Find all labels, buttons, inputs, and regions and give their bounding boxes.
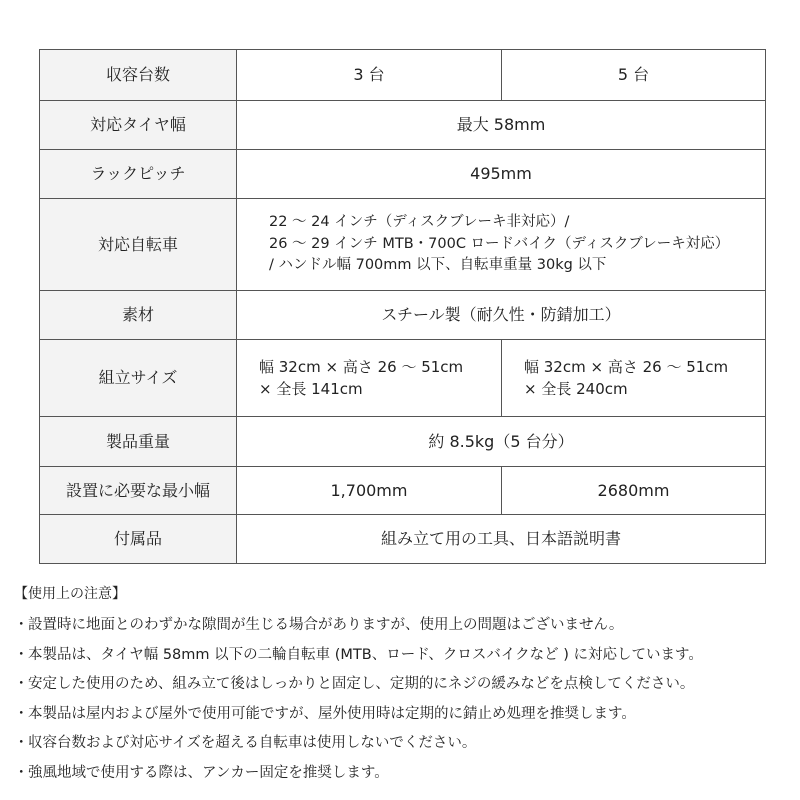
bicycles-label: 対応自転車: [40, 199, 237, 291]
note-text: 設置時に地面とのわずかな隙間が生じる場合がありますが、使用上の問題はございません。: [28, 617, 624, 633]
row-bicycles: [40, 199, 766, 291]
note-item: [14, 611, 794, 641]
capacity-5: 5 台: [502, 50, 766, 101]
note-item: [14, 700, 794, 730]
notes-list: [14, 611, 794, 788]
row-tire-width: [40, 101, 766, 150]
capacity-label: 収容台数: [40, 50, 237, 101]
notes-title: 【使用上の注意】: [14, 586, 126, 602]
capacity-3: 3 台: [237, 50, 502, 101]
bullet-icon: ・: [14, 735, 29, 751]
note-text: 本製品は屋内および屋外で使用可能ですが、屋外使用時は定期的に錆止め処理を推奨します。: [28, 705, 636, 722]
weight-value: 約 8.5kg（5 台分）: [237, 417, 766, 467]
bullet-icon: ・: [14, 676, 29, 692]
weight-label: 製品重量: [40, 417, 237, 467]
bicycles-line-2: 26 ～ 29 インチ MTB・700C ロードバイク（ディスクブレーキ対応）: [269, 235, 730, 252]
note-item: [14, 729, 794, 759]
bullet-icon: ・: [14, 646, 29, 663]
assembled-size-5: [502, 340, 766, 417]
bicycles-line-3: / ハンドル幅 700mm 以下、自転車重量 30kg 以下: [269, 257, 607, 274]
assembled-size-3-line-1: 幅 32cm × 高さ 26 ～ 51cm: [259, 357, 464, 376]
note-text: 収容台数および対応サイズを超える自転車は使用しないでください。: [28, 735, 477, 751]
rack-pitch-label: ラックピッチ: [40, 150, 237, 199]
row-rack-pitch: [40, 150, 766, 199]
note-text: 本製品は、タイヤ幅 58mm 以下の二輪自転車 (MTB、ロード、クロスバイクなど ) に対応しています。: [28, 646, 703, 663]
min-width-3: 1,700mm: [237, 467, 502, 515]
bicycles-line-1: 22 ～ 24 インチ（ディスクブレーキ非対応）/: [269, 213, 570, 230]
note-text: 強風地域で使用する際は、アンカー固定を推奨します。: [28, 764, 389, 781]
row-assembled-size: [40, 340, 766, 417]
bullet-icon: ・: [14, 764, 29, 781]
assembled-size-5-line-2: × 全長 240cm: [524, 380, 628, 398]
tire-width-value: 最大 58mm: [237, 101, 766, 150]
rack-pitch-value: 495mm: [237, 150, 766, 199]
note-item: [14, 670, 794, 700]
accessories-value: 組み立て用の工具、日本語説明書: [237, 515, 766, 564]
row-material: [40, 291, 766, 340]
min-width-label: 設置に必要な最小幅: [40, 467, 237, 515]
assembled-size-3: [237, 340, 502, 417]
bullet-icon: ・: [14, 705, 29, 722]
row-capacity: [40, 50, 766, 101]
usage-notes: [14, 583, 794, 788]
row-min-width: [40, 467, 766, 515]
material-value: スチール製（耐久性・防錆加工）: [237, 291, 766, 340]
row-weight: [40, 417, 766, 467]
min-width-5: 2680mm: [502, 467, 766, 515]
spec-table: [39, 49, 766, 564]
bicycles-value: [237, 199, 766, 291]
note-item: [14, 641, 794, 671]
material-label: 素材: [40, 291, 237, 340]
note-text: 安定した使用のため、組み立て後はしっかりと固定し、定期的にネジの緩みなどを点検してください。: [28, 676, 695, 692]
bullet-icon: ・: [14, 617, 29, 633]
assembled-size-5-line-1: 幅 32cm × 高さ 26 ～ 51cm: [524, 357, 729, 376]
accessories-label: 付属品: [40, 515, 237, 564]
assembled-size-label: 組立サイズ: [40, 340, 237, 417]
assembled-size-3-line-2: × 全長 141cm: [259, 380, 363, 398]
row-accessories: [40, 515, 766, 564]
note-item: [14, 759, 794, 789]
tire-width-label: 対応タイヤ幅: [40, 101, 237, 150]
